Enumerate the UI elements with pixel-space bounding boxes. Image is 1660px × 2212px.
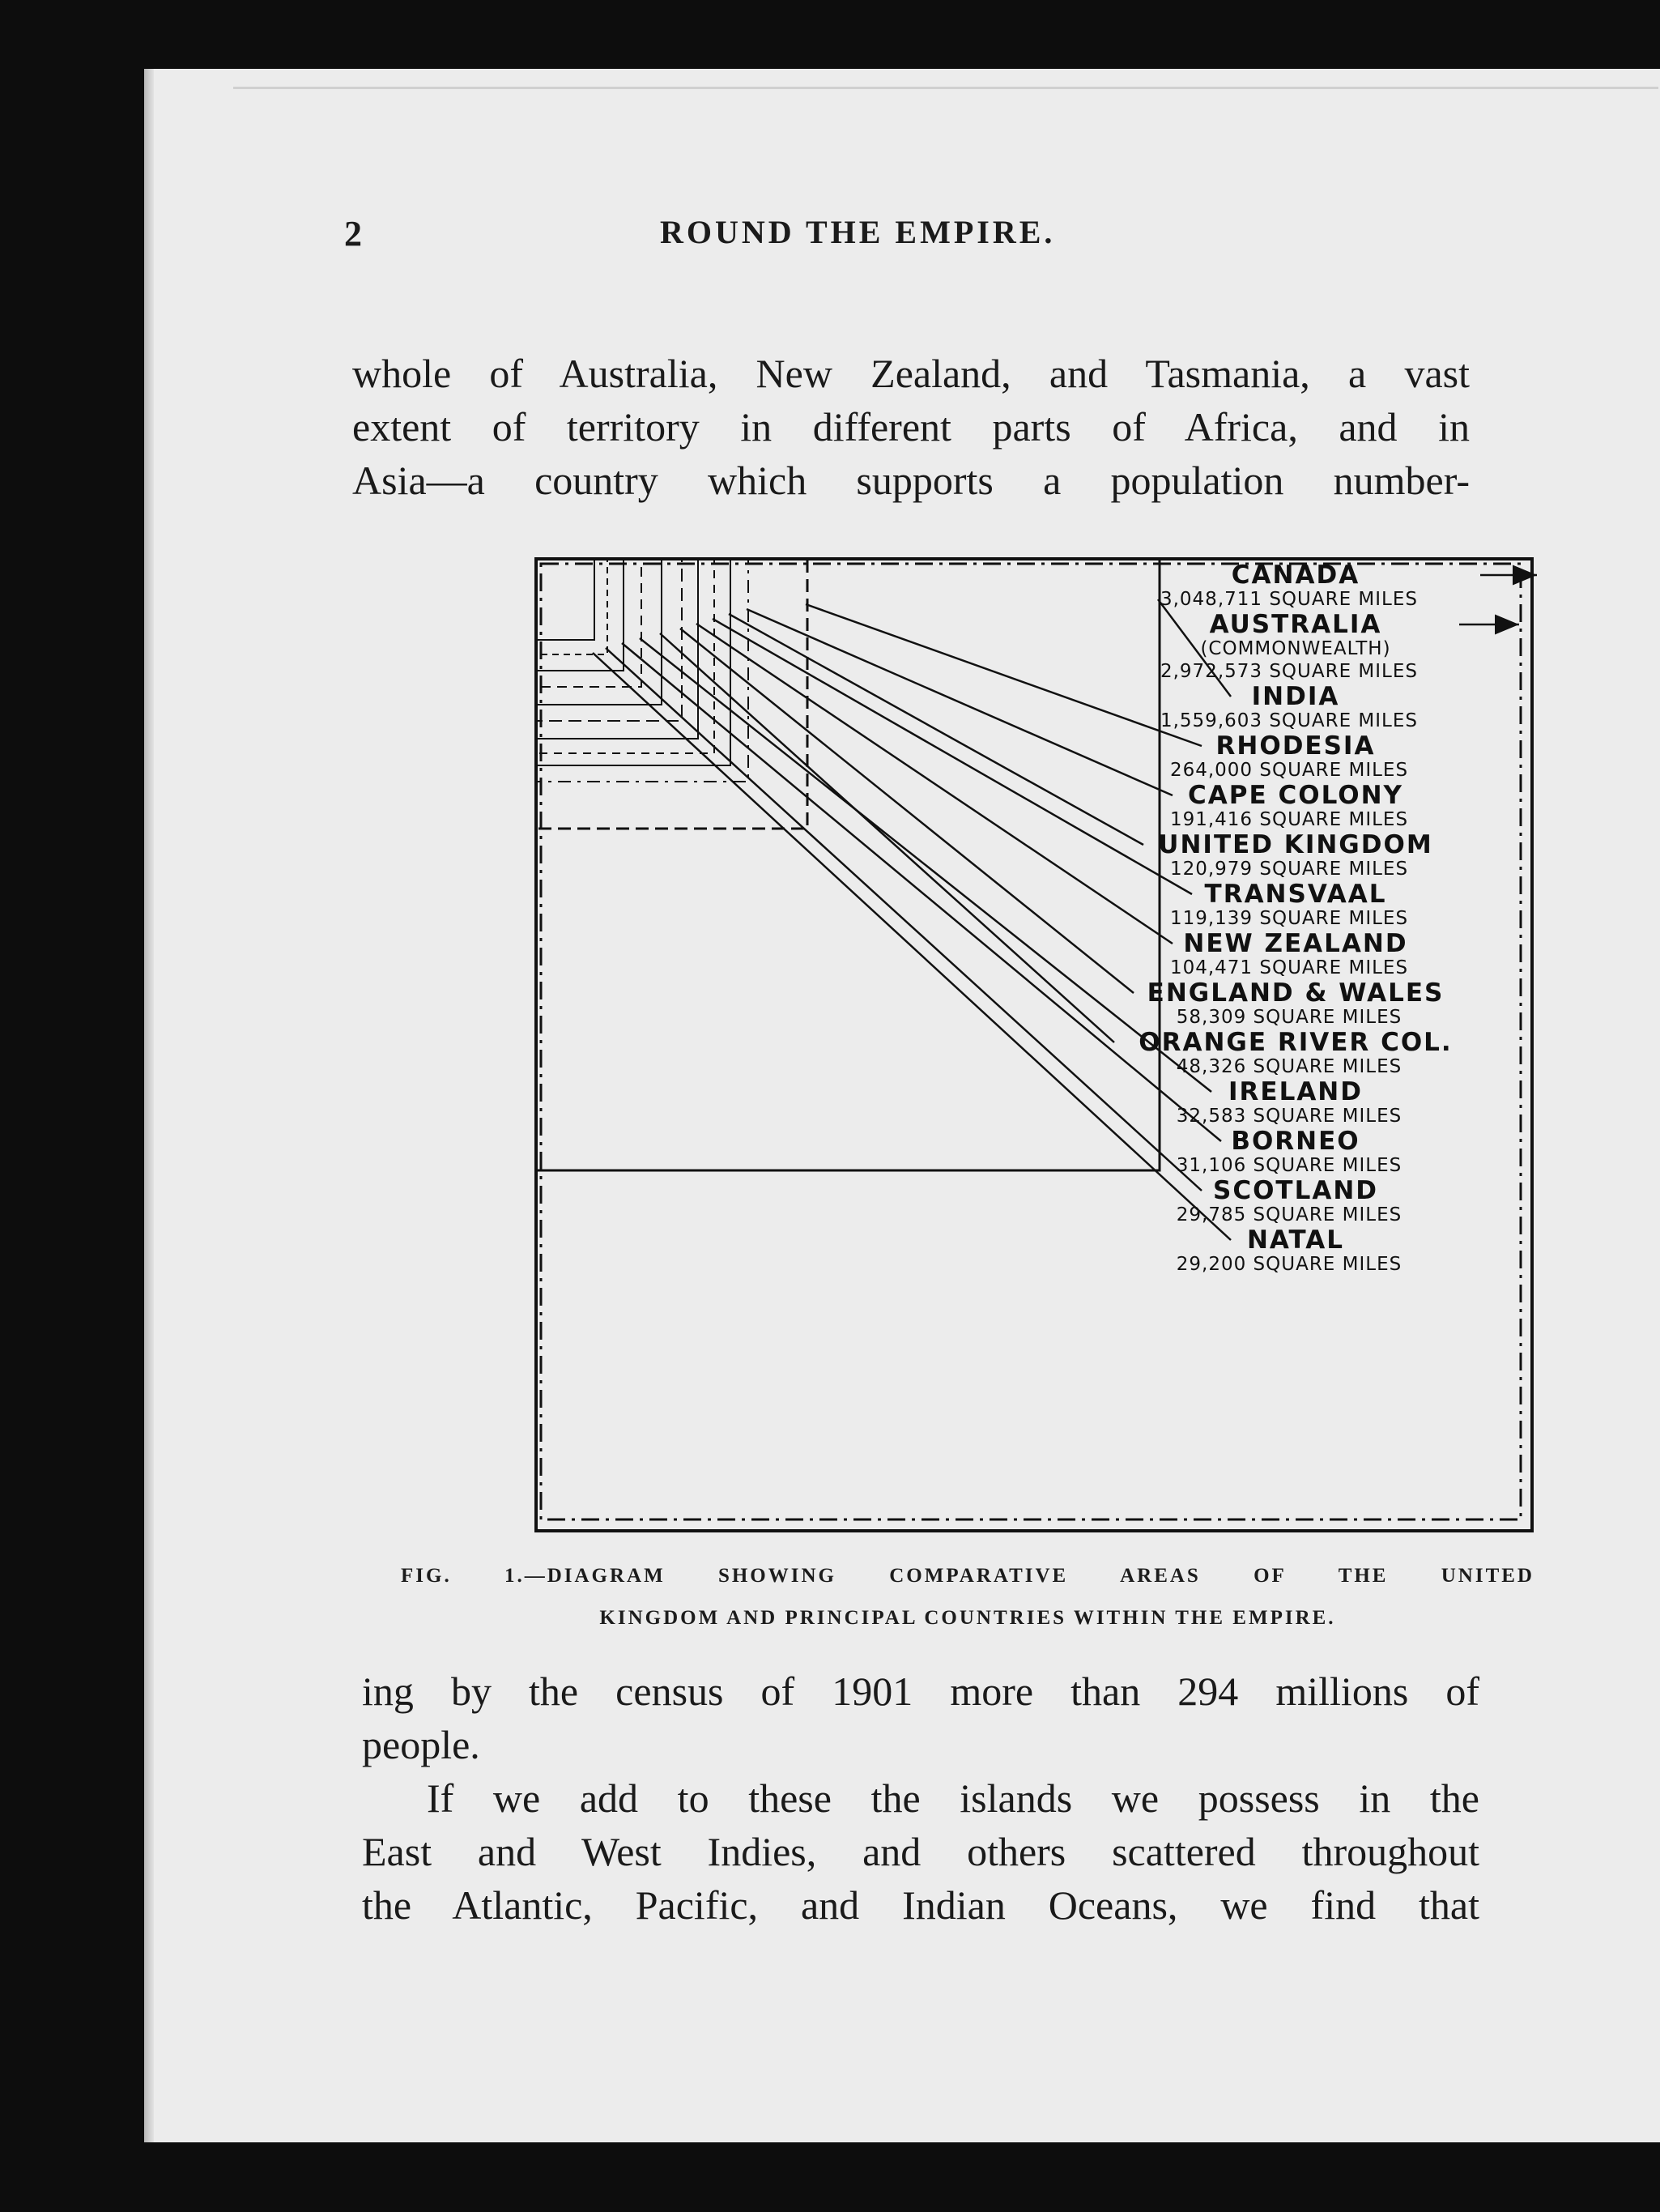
country-labels [1139, 560, 1452, 1275]
leader-line [660, 633, 1114, 1042]
caption-line: FIG. 1.—DIAGRAM SHOWING COMPARATIVE AREAS OF THE UNITED [401, 1565, 1534, 1587]
figure-caption [401, 1555, 1534, 1639]
leader-line [680, 629, 1134, 993]
text-line: people. [362, 1722, 480, 1767]
area-box [536, 559, 594, 640]
leader-line [729, 614, 1143, 845]
country-name-label: ORANGE RIVER COL. [1139, 1028, 1453, 1057]
text-line: If we add to these the islands we possess in the [427, 1775, 1479, 1821]
country-area-label: 119,139 SQUARE MILES [1169, 908, 1409, 929]
country-name-label: UNITED KINGDOM [1158, 830, 1433, 859]
leader-line [622, 643, 1221, 1141]
leader-line [593, 653, 1231, 1240]
country-area-label: 2,972,573 SQUARE MILES [1160, 661, 1419, 682]
page-number: 2 [344, 214, 362, 254]
text-line: East and West Indies, and others scattered throughout [362, 1829, 1479, 1874]
running-title: ROUND THE EMPIRE. [660, 214, 1056, 250]
area-box [536, 559, 698, 739]
running-header [344, 207, 1478, 271]
country-name-label: CAPE COLONY [1188, 781, 1403, 810]
country-name-label: BORNEO [1231, 1127, 1360, 1156]
leader-line [640, 638, 1211, 1092]
country-area-label: 191,416 SQUARE MILES [1169, 809, 1409, 830]
country-note-label: (COMMONWEALTH) [1200, 638, 1391, 659]
country-area-label: 120,979 SQUARE MILES [1169, 859, 1409, 880]
area-box [536, 559, 807, 829]
leader-line [747, 609, 1173, 795]
country-name-label: INDIA [1251, 682, 1340, 711]
area-comparison-diagram [389, 478, 1539, 1547]
country-area-label: 3,048,711 SQUARE MILES [1160, 589, 1419, 610]
country-name-label: RHODESIA [1215, 731, 1376, 761]
text-line: extent of territory in different parts of Africa, and in [352, 404, 1470, 450]
country-area-label: 264,000 SQUARE MILES [1169, 760, 1409, 781]
area-box [536, 559, 641, 687]
diagram-svg [389, 478, 1539, 1547]
country-area-label: 29,785 SQUARE MILES [1176, 1204, 1402, 1225]
country-area-label: 32,583 SQUARE MILES [1176, 1106, 1402, 1127]
text-line: ing by the census of 1901 more than 294 millions of [362, 1669, 1479, 1714]
text-line: whole of Australia, New Zealand, and Tasmania, a vast [352, 351, 1470, 396]
leader-line [806, 604, 1202, 746]
page-top-edge [233, 87, 1658, 89]
paragraph-after-figure [362, 1664, 1479, 1932]
text-line: the Atlantic, Pacific, and Indian Oceans, we find that [362, 1882, 1479, 1928]
country-area-label: 104,471 SQUARE MILES [1169, 957, 1409, 978]
area-box [536, 559, 714, 753]
caption-line: KINGDOM AND PRINCIPAL COUNTRIES WITHIN THE EMPIRE. [599, 1607, 1336, 1629]
country-area-label: 29,200 SQUARE MILES [1176, 1254, 1402, 1275]
country-name-label: IRELAND [1228, 1077, 1364, 1106]
country-area-label: 58,309 SQUARE MILES [1176, 1007, 1402, 1028]
page-edge [144, 69, 154, 2142]
country-area-label: 1,559,603 SQUARE MILES [1160, 710, 1419, 731]
country-area-label: 31,106 SQUARE MILES [1176, 1155, 1402, 1176]
country-name-label: ENGLAND & WALES [1147, 978, 1445, 1008]
country-name-label: TRANSVAAL [1204, 880, 1387, 909]
leader-line [696, 624, 1173, 944]
country-name-label: CANADA [1231, 560, 1360, 590]
country-name-label: NATAL [1246, 1225, 1345, 1255]
leader-line [713, 619, 1192, 894]
country-name-label: NEW ZEALAND [1183, 929, 1408, 958]
country-area-label: 48,326 SQUARE MILES [1176, 1056, 1402, 1077]
country-name-label: SCOTLAND [1213, 1176, 1378, 1205]
text-line: Asia—a country which supports a population number- [352, 458, 1470, 503]
country-name-label: AUSTRALIA [1209, 610, 1382, 639]
